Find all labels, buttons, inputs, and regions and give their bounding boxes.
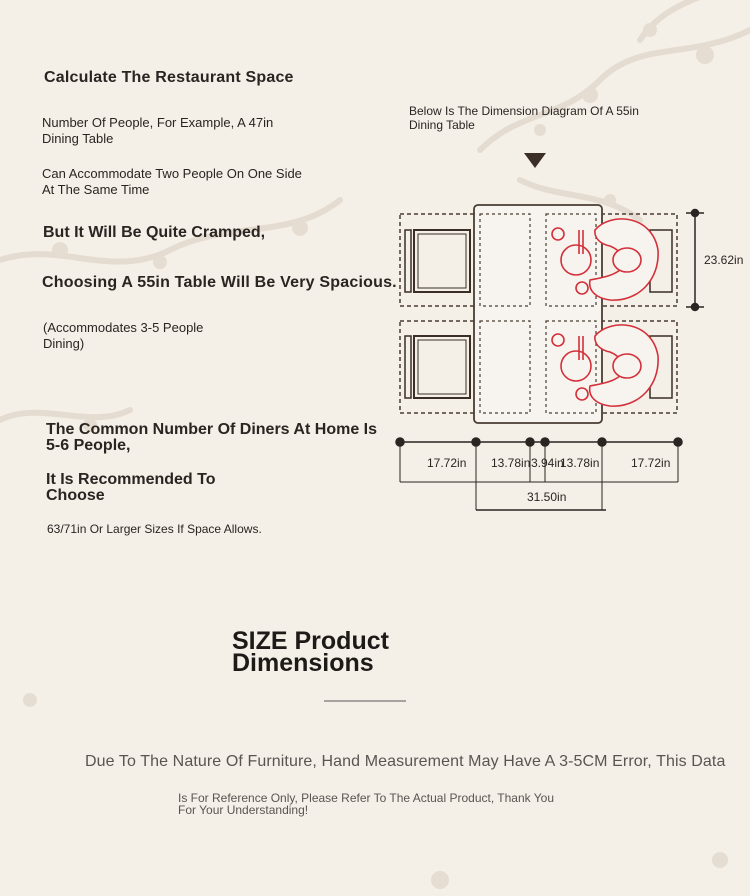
intro-text-5: (Accommodates 3-5 People Dining) (43, 320, 204, 351)
intro-text-4: Choosing A 55in Table Will Be Very Spacious. (42, 274, 397, 291)
width-label-3: 3.94in (531, 456, 564, 470)
width-label-4: 13.78in (560, 456, 600, 470)
intro-text-8: 63/71in Or Larger Sizes If Space Allows. (47, 522, 262, 536)
left-bottom-chair (405, 336, 470, 398)
intro-text-1: Number Of People, For Example, A 47in Dining Table (42, 115, 274, 146)
page-heading: Calculate The Restaurant Space (44, 69, 294, 86)
height-dimension (686, 210, 704, 311)
width-label-5: 17.72in (631, 456, 671, 470)
down-arrow-icon (524, 153, 546, 168)
diagram-caption: Below Is The Dimension Diagram Of A 55in Dining Table (409, 104, 639, 132)
size-section-title: SIZE Product Dimensions (232, 627, 389, 677)
intro-text-7: It Is Recommended To Choose (46, 471, 216, 504)
intro-text-6: The Common Number Of Diners At Home Is 5-6 People, (46, 421, 377, 454)
intro-text-3: But It Will Be Quite Cramped, (43, 224, 266, 241)
width-label-1: 17.72in (427, 456, 467, 470)
measurement-note-line-1: Due To The Nature Of Furniture, Hand Measurement May Have A 3-5CM Error, This Data (85, 753, 726, 770)
section-divider (324, 700, 406, 702)
measurement-note-line-2: Is For Reference Only, Please Refer To The Actual Product, Thank You For Your Understanding! (178, 791, 554, 817)
left-top-chair (405, 230, 470, 292)
height-label: 23.62in (704, 253, 744, 267)
table-width-label: 31.50in (527, 490, 567, 504)
width-label-2: 13.78in (491, 456, 531, 470)
dining-table-diagram (390, 150, 750, 520)
intro-text-2: Can Accommodate Two People On One Side At The Same Time (42, 166, 302, 197)
